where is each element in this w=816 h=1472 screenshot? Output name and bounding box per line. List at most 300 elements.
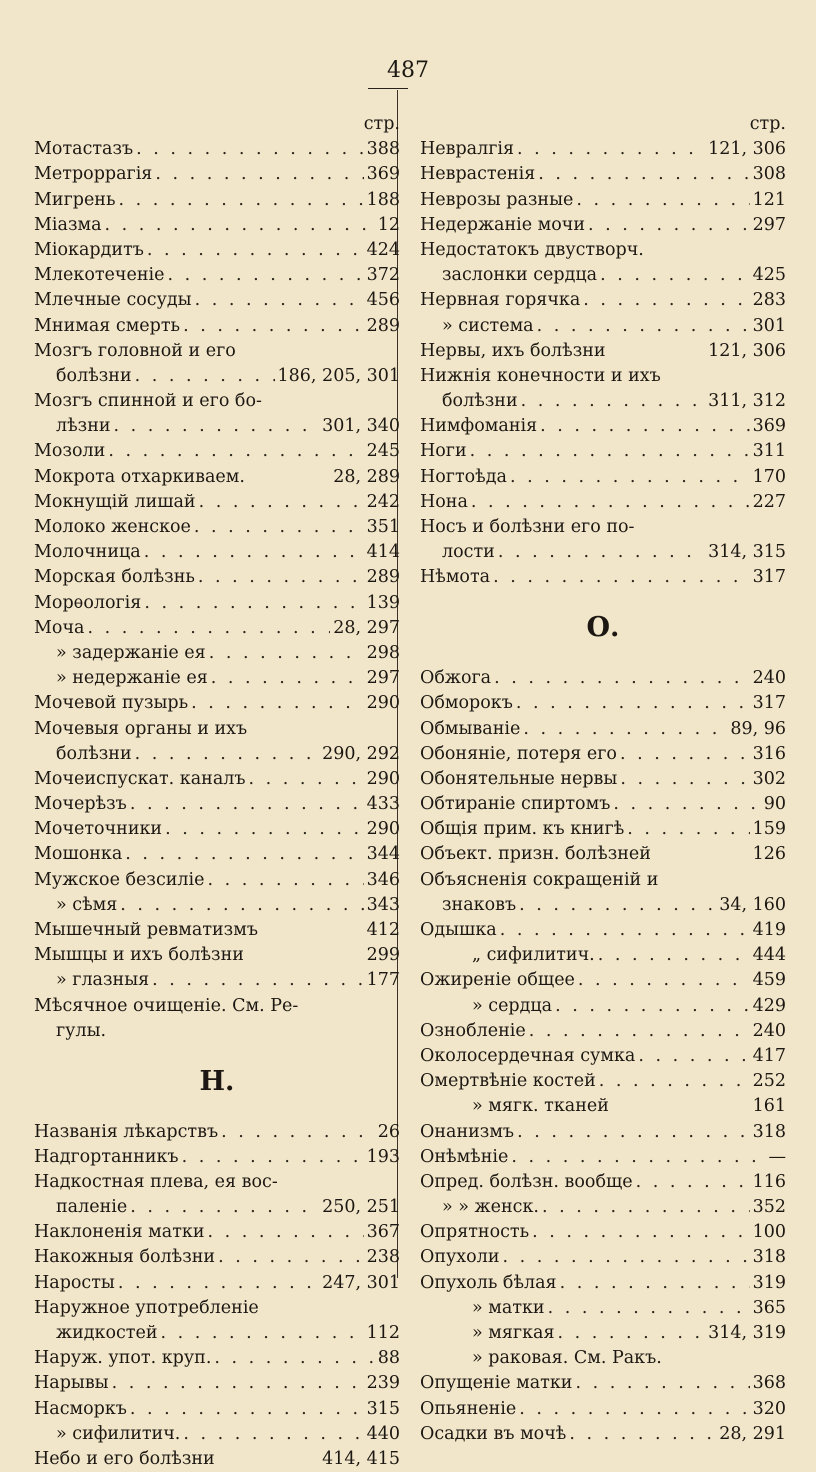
- index-entry: [34, 1371, 400, 1396]
- index-term: Околосердечная сумка: [420, 1045, 636, 1066]
- index-entry: [420, 1195, 786, 1220]
- index-entry: [34, 1271, 400, 1296]
- page-reference: 121: [752, 189, 786, 210]
- page-reference: 351: [366, 517, 400, 537]
- index-term: Нона: [420, 491, 468, 512]
- page-reference: 302: [752, 768, 786, 789]
- index-entry: [34, 1019, 400, 1044]
- index-entry: [420, 742, 786, 767]
- index-entry: [420, 842, 786, 867]
- leader-dots: [538, 162, 749, 187]
- index-term: Ноги: [420, 441, 467, 462]
- page-reference: 290, 292: [322, 743, 400, 764]
- index-term: Міазма: [34, 214, 102, 235]
- index-term: Мокнущій лишай: [34, 491, 196, 512]
- page-reference: 121, 306: [708, 139, 786, 160]
- index-entry: [34, 263, 400, 288]
- index-entry: [420, 767, 786, 792]
- index-entry: [420, 162, 786, 187]
- page-reference: 283: [752, 290, 786, 311]
- index-term: Опрятность: [420, 1222, 530, 1243]
- leader-dots: [118, 1271, 319, 1296]
- index-entry: [420, 1321, 786, 1346]
- index-term: » глазныя: [56, 970, 150, 991]
- page-reference: 414, 415: [322, 1448, 400, 1469]
- page-reference: 247, 301: [322, 1272, 400, 1293]
- index-entry: [420, 666, 786, 691]
- leader-dots: [548, 1296, 750, 1321]
- page-reference: 425: [752, 265, 786, 286]
- index-entry: [34, 339, 400, 364]
- index-entry: [420, 1145, 786, 1170]
- index-entry: [420, 1120, 786, 1145]
- page-reference: 26: [377, 1121, 400, 1142]
- letter-heading: Н.: [199, 1065, 235, 1097]
- index-term: Объект. призн. болѣзней: [420, 844, 651, 865]
- page-reference: 317: [752, 567, 786, 588]
- page-reference: 369: [366, 164, 400, 185]
- index-term: Міокардитъ: [34, 239, 144, 260]
- index-term: » недержаніе ея: [56, 668, 208, 689]
- leader-dots: [578, 968, 750, 993]
- index-term: Обмываніе: [420, 718, 521, 739]
- index-term: Мигрень: [34, 189, 116, 210]
- leader-dots: [569, 1422, 716, 1447]
- column-header-row: [34, 112, 400, 137]
- index-entry: [34, 414, 400, 439]
- index-entry: [420, 792, 786, 817]
- page-reference: 12: [377, 214, 400, 235]
- index-entry: [420, 994, 786, 1019]
- page-reference: 240: [752, 668, 786, 689]
- leader-dots: [130, 1195, 319, 1220]
- page-reference: 319: [752, 1272, 786, 1293]
- page-reference: 317: [752, 693, 786, 714]
- page-reference: 89, 96: [730, 718, 786, 739]
- leader-dots: [182, 1145, 364, 1170]
- index-term: Нервы, ихъ болѣзни: [420, 340, 606, 361]
- index-term: Мозоли: [34, 441, 106, 462]
- page-reference: 301: [752, 315, 786, 336]
- index-term: » сѣмя: [56, 894, 118, 915]
- index-entry: [34, 717, 400, 742]
- index-entry: [420, 339, 786, 364]
- leader-dots: [207, 868, 363, 893]
- page-reference: 352: [752, 1197, 786, 1218]
- index-entry: [420, 389, 786, 414]
- page-reference: 100: [752, 1222, 786, 1243]
- index-term: Онѣмѣніе: [420, 1146, 509, 1167]
- index-term: » сифилитич.: [56, 1423, 181, 1444]
- index-entry: [34, 162, 400, 187]
- leader-dots: [471, 490, 750, 515]
- page-reference: 28, 289: [333, 466, 400, 487]
- leader-dots: [517, 137, 705, 162]
- leader-dots: [105, 213, 375, 238]
- leader-dots: [152, 968, 363, 993]
- page-reference: 290: [366, 819, 400, 840]
- index-entry: [420, 364, 786, 389]
- index-term: Невралгія: [420, 139, 515, 160]
- page-reference: 188: [366, 189, 400, 210]
- index-entry: [34, 288, 400, 313]
- page-reference: 368: [752, 1373, 786, 1394]
- index-entry: [34, 515, 400, 540]
- index-term: заслонки сердца: [442, 265, 598, 286]
- index-term: Надкостная плева, ея вос-: [34, 1171, 278, 1192]
- index-term: » раковая. См. Ракъ.: [472, 1348, 662, 1369]
- leader-dots: [135, 742, 319, 767]
- index-term: Мокрота отхаркиваем.: [34, 466, 245, 487]
- index-term: Наруж. упот. круп.: [34, 1348, 212, 1369]
- index-entry: [420, 1422, 786, 1447]
- index-term: » задержаніе ея: [56, 642, 206, 663]
- index-term: болѣзни: [56, 743, 132, 764]
- leader-dots: [120, 893, 363, 918]
- index-term: лѣзни: [56, 416, 111, 437]
- leader-dots: [555, 994, 750, 1019]
- leader-dots: [588, 213, 750, 238]
- leader-dots: [575, 1371, 749, 1396]
- page-reference: 320: [752, 1398, 786, 1419]
- index-entry: [420, 1397, 786, 1422]
- index-entry: [420, 918, 786, 943]
- index-term: Нервная горячка: [420, 290, 581, 311]
- index-entry: [34, 1296, 400, 1321]
- index-entry: [420, 137, 786, 162]
- leader-dots: [191, 691, 363, 716]
- page-reference: 459: [752, 970, 786, 991]
- index-term: Ожиреніе общее: [420, 970, 575, 991]
- index-entry: [420, 943, 786, 968]
- page-reference: 372: [366, 265, 400, 286]
- index-entry: [34, 1422, 400, 1447]
- leader-dots: [147, 238, 364, 263]
- page-reference: 193: [366, 1146, 400, 1167]
- leader-dots: [620, 742, 750, 767]
- leader-dots: [161, 1321, 364, 1346]
- index-term: Носъ и болѣзни его по-: [420, 517, 635, 537]
- index-term: Недержаніе мочи: [420, 214, 586, 235]
- index-entry: [34, 1145, 400, 1170]
- page-reference: 28, 297: [333, 617, 400, 638]
- index-entry: [420, 515, 786, 540]
- index-term: Мнимая смерть: [34, 315, 181, 336]
- index-entry: [34, 1245, 400, 1270]
- index-entry: [34, 1447, 400, 1472]
- leader-dots: [517, 1120, 750, 1145]
- page-reference: 344: [366, 844, 400, 865]
- index-entry: [420, 1271, 786, 1296]
- leader-dots: [136, 137, 363, 162]
- page-reference: 388: [366, 139, 400, 160]
- leader-dots: [598, 943, 750, 968]
- page-reference: 90: [763, 794, 786, 815]
- index-entry: [34, 540, 400, 565]
- page-reference: 126: [752, 844, 786, 865]
- index-term: Моча: [34, 617, 85, 638]
- page-reference: 417: [752, 1045, 786, 1066]
- index-term: Мошонка: [34, 844, 123, 865]
- index-entry: [34, 238, 400, 263]
- leader-dots: [198, 565, 364, 590]
- index-term: » мягкая: [472, 1323, 555, 1344]
- index-entry: [420, 188, 786, 213]
- leader-dots: [130, 1397, 364, 1422]
- index-entry: [420, 1094, 786, 1119]
- index-term: Мужское безсиліе: [34, 869, 205, 890]
- index-term: болѣзни: [442, 391, 518, 412]
- page-reference: 429: [752, 995, 786, 1016]
- leader-dots: [195, 288, 364, 313]
- index-entry: [34, 439, 400, 464]
- index-entry: [34, 767, 400, 792]
- index-term: жидкостей: [56, 1323, 158, 1344]
- index-entry: [420, 1069, 786, 1094]
- index-term: Ногтоѣда: [420, 466, 507, 487]
- page-reference: 186, 205, 301: [277, 365, 400, 386]
- leader-dots: [221, 1120, 375, 1145]
- page-reference: 250, 251: [322, 1197, 400, 1218]
- page-reference: 369: [752, 416, 786, 437]
- index-term: Ознобленіе: [420, 1020, 526, 1041]
- index-term: болѣзни: [56, 365, 132, 386]
- page-reference: —: [768, 1146, 786, 1167]
- page-reference: 227: [752, 491, 786, 512]
- index-term: гулы.: [56, 1020, 107, 1041]
- page-reference: 116: [752, 1171, 786, 1192]
- leader-dots: [135, 364, 275, 389]
- page-reference: 419: [752, 920, 786, 941]
- page-reference: 238: [366, 1247, 400, 1268]
- index-entry: [34, 137, 400, 162]
- index-term: Нѣмота: [420, 567, 491, 588]
- index-entry: [34, 465, 400, 490]
- page-reference: 290: [366, 693, 400, 714]
- leader-dots: [498, 540, 705, 565]
- leader-dots: [183, 1422, 363, 1447]
- index-term: Мышечный ревматизмъ: [34, 920, 258, 940]
- page-reference: 311: [752, 441, 786, 462]
- leader-dots: [249, 767, 364, 792]
- page-reference: 161: [752, 1096, 786, 1117]
- index-entry: [34, 213, 400, 238]
- index-entry: [420, 213, 786, 238]
- index-entry: [420, 1019, 786, 1044]
- leader-dots: [211, 666, 364, 691]
- index-entry: [34, 1170, 400, 1195]
- page-reference: 301, 340: [322, 416, 400, 437]
- page-reference: 289: [366, 567, 400, 588]
- leader-dots: [620, 767, 749, 792]
- index-term: Мозгъ спинной и его бо-: [34, 391, 262, 412]
- index-term: Насморкъ: [34, 1398, 127, 1419]
- page-reference: 440: [366, 1423, 400, 1444]
- index-entry: [34, 490, 400, 515]
- index-term: Морская болѣзнь: [34, 567, 195, 588]
- leader-dots: [519, 1397, 749, 1422]
- page-reference: 297: [366, 668, 400, 689]
- leader-dots: [218, 1245, 364, 1270]
- index-entry: [34, 1321, 400, 1346]
- index-entry: [34, 616, 400, 641]
- index-entry: [420, 465, 786, 490]
- index-entry: [420, 1044, 786, 1069]
- leader-dots: [130, 792, 364, 817]
- index-entry: [420, 565, 786, 590]
- index-entry: [34, 641, 400, 666]
- index-entry: [420, 1371, 786, 1396]
- leader-dots: [521, 389, 705, 414]
- leader-dots: [108, 439, 363, 464]
- index-entry: [34, 742, 400, 767]
- index-entry: [34, 1220, 400, 1245]
- page-number: 487: [387, 58, 429, 83]
- index-entry: [420, 1296, 786, 1321]
- leader-dots: [503, 1245, 750, 1270]
- index-term: Молочница: [34, 542, 141, 563]
- index-term: Опухоль бѣлая: [420, 1272, 557, 1293]
- page-reference: 290: [366, 768, 400, 789]
- index-entry: [420, 1245, 786, 1270]
- index-entry: [34, 389, 400, 414]
- index-term: Метроррагія: [34, 164, 153, 185]
- index-term: Обонятельные нервы: [420, 768, 618, 789]
- index-term: Накожныя болѣзни: [34, 1247, 216, 1268]
- index-entry: [420, 263, 786, 288]
- index-entry: [34, 691, 400, 716]
- page-reference: 456: [366, 290, 400, 311]
- leader-dots: [183, 314, 364, 339]
- page-reference: 239: [366, 1373, 400, 1394]
- page-reference: 414: [366, 542, 400, 563]
- page-reference: 112: [366, 1323, 400, 1344]
- index-entry: [420, 717, 786, 742]
- leader-dots: [576, 188, 749, 213]
- leader-dots: [511, 1145, 765, 1170]
- index-entry: [34, 943, 400, 968]
- index-term: » » женск.: [442, 1197, 539, 1218]
- page-reference: 299: [366, 945, 400, 966]
- page-reference: 365: [752, 1297, 786, 1318]
- column-header-row: [420, 112, 786, 137]
- leader-dots: [519, 893, 716, 918]
- index-term: Обжога: [420, 668, 492, 689]
- page-reference: 177: [366, 970, 400, 991]
- index-term: Мочевой пузырь: [34, 693, 189, 714]
- index-term: Мочевыя органы и ихъ: [34, 718, 248, 739]
- index-term: Одышка: [420, 920, 497, 941]
- leader-dots: [114, 414, 320, 439]
- index-term: „ сифилитич.: [472, 945, 595, 966]
- page-reference: 240: [752, 1020, 786, 1041]
- index-entry: [34, 565, 400, 590]
- index-term: Общія прим. къ книгѣ: [420, 819, 625, 840]
- page-reference: 316: [752, 743, 786, 764]
- page-number-underline: [368, 88, 408, 89]
- page-reference: 346: [366, 869, 400, 890]
- leader-dots: [516, 691, 750, 716]
- page-reference: 170: [752, 466, 786, 487]
- index-term: Молоко женское: [34, 517, 191, 537]
- page-reference: 424: [366, 239, 400, 260]
- leader-dots: [209, 641, 364, 666]
- leader-dots: [510, 465, 750, 490]
- leader-dots: [540, 414, 749, 439]
- index-term: Мышцы и ихъ болѣзни: [34, 945, 244, 966]
- index-term: Обтираніе спиртомъ: [420, 794, 611, 815]
- index-entry: [420, 1170, 786, 1195]
- index-term: Обоняніе, потеря его: [420, 743, 617, 764]
- leader-dots: [560, 1271, 750, 1296]
- index-entry: [34, 817, 400, 842]
- leader-dots: [600, 263, 750, 288]
- index-entry: [420, 893, 786, 918]
- leader-dots: [532, 1220, 749, 1245]
- index-column-left: [34, 112, 400, 1472]
- index-term: Омертвѣніе костей: [420, 1071, 596, 1092]
- leader-dots: [144, 591, 363, 616]
- leader-dots: [493, 565, 750, 590]
- page-reference: 318: [752, 1121, 786, 1142]
- page-reference: 28, 291: [719, 1423, 786, 1444]
- leader-dots: [599, 1069, 750, 1094]
- index-entry: [34, 1120, 400, 1145]
- leader-dots: [208, 1220, 364, 1245]
- page-reference: 318: [752, 1247, 786, 1268]
- leader-dots: [627, 817, 749, 842]
- index-term: лости: [442, 542, 495, 563]
- leader-dots: [558, 1321, 706, 1346]
- index-entry: [420, 238, 786, 263]
- leader-dots: [165, 817, 363, 842]
- page-reference: 242: [366, 491, 400, 512]
- leader-dots: [529, 1019, 750, 1044]
- index-entry: [34, 364, 400, 389]
- index-entry: [420, 1220, 786, 1245]
- index-entry: [420, 314, 786, 339]
- page-reference: 252: [752, 1071, 786, 1092]
- page-reference: 433: [366, 794, 400, 815]
- index-term: Мочеиспускат. каналъ: [34, 768, 246, 789]
- index-term: Недостатокъ двустворч.: [420, 239, 644, 260]
- index-term: Опухоли: [420, 1247, 500, 1268]
- index-term: Онанизмъ: [420, 1121, 515, 1142]
- column-header: стр.: [749, 114, 786, 134]
- page-reference: 314, 315: [708, 542, 786, 563]
- page-reference: 121, 306: [708, 340, 786, 361]
- index-term: Мочеточники: [34, 819, 163, 840]
- index-entry: [34, 968, 400, 993]
- letter-heading: О.: [586, 612, 620, 644]
- leader-dots: [523, 717, 727, 742]
- leader-dots: [470, 439, 750, 464]
- index-entries-left: [34, 137, 400, 1472]
- index-entry: [34, 314, 400, 339]
- index-entry: [34, 868, 400, 893]
- leader-dots: [119, 188, 364, 213]
- index-term: Неврозы разные: [420, 189, 574, 210]
- page-reference: 139: [366, 592, 400, 613]
- index-entry: [420, 414, 786, 439]
- index-term: Нижнія конечности и ихъ: [420, 365, 661, 386]
- page-reference: 297: [752, 214, 786, 235]
- page-reference: 367: [366, 1222, 400, 1243]
- index-entry: [34, 842, 400, 867]
- index-entry: [420, 691, 786, 716]
- page-reference: 308: [752, 164, 786, 185]
- page-reference: 34, 160: [719, 894, 786, 915]
